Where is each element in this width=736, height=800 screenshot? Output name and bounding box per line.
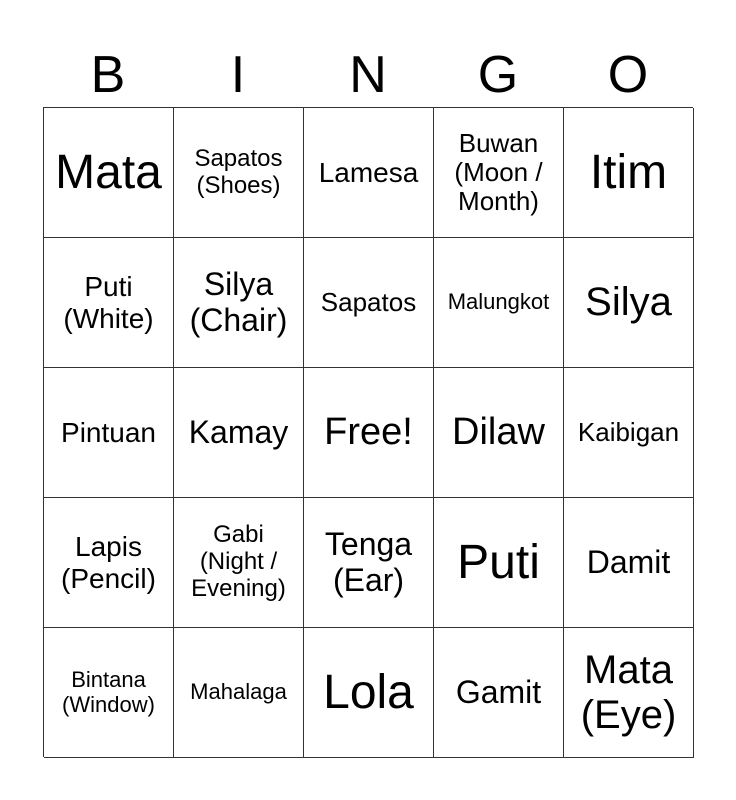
cell-label: Buwan (Moon / Month) bbox=[454, 127, 543, 217]
bingo-cell-r3-c1[interactable] bbox=[44, 368, 174, 498]
bingo-cell-r3-c3[interactable] bbox=[304, 368, 434, 498]
bingo-cell-r3-c2[interactable] bbox=[174, 368, 304, 498]
cell-label: Kaibigan bbox=[577, 416, 680, 447]
cell-label: Itim bbox=[589, 145, 668, 199]
cell-label: Kamay bbox=[188, 413, 289, 450]
cell-label: Lapis (Pencil) bbox=[61, 531, 156, 594]
header-letter-i: I bbox=[230, 46, 246, 104]
bingo-cell-r4-c5[interactable] bbox=[564, 498, 694, 628]
bingo-cell-r1-c3[interactable] bbox=[304, 108, 434, 238]
bingo-cell-r5-c5[interactable] bbox=[564, 628, 694, 758]
bingo-cell-r2-c4[interactable] bbox=[434, 238, 564, 368]
cell-label: Free! bbox=[324, 411, 413, 454]
bingo-cell-r4-c3[interactable] bbox=[304, 498, 434, 628]
cell-label: Sapatos bbox=[320, 286, 417, 317]
cell-label: Lola bbox=[323, 665, 414, 719]
header-letter-b: B bbox=[90, 46, 126, 104]
bingo-cell-r5-c3[interactable] bbox=[304, 628, 434, 758]
header-letter-g: G bbox=[477, 46, 519, 104]
bingo-cell-r1-c5[interactable] bbox=[564, 108, 694, 238]
cell-label: Pintuan bbox=[61, 416, 156, 448]
cell-label: Mata (Eye) bbox=[580, 647, 677, 737]
bingo-cell-r2-c3[interactable] bbox=[304, 238, 434, 368]
bingo-cell-r4-c4[interactable] bbox=[434, 498, 564, 628]
bingo-cell-r1-c4[interactable] bbox=[434, 108, 564, 238]
bingo-cell-r3-c4[interactable] bbox=[434, 368, 564, 498]
bingo-cell-r2-c2[interactable] bbox=[174, 238, 304, 368]
cell-label: Mata bbox=[55, 145, 162, 199]
cell-label: Silya bbox=[585, 280, 672, 325]
bingo-cell-r2-c5[interactable] bbox=[564, 238, 694, 368]
bingo-cell-r5-c4[interactable] bbox=[434, 628, 564, 758]
bingo-cell-r5-c1[interactable] bbox=[44, 628, 174, 758]
cell-label: Gamit bbox=[455, 673, 542, 710]
cell-label: Mahalaga bbox=[190, 679, 287, 705]
bingo-cell-r4-c2[interactable] bbox=[174, 498, 304, 628]
bingo-cell-r3-c5[interactable] bbox=[564, 368, 694, 498]
cell-label: Puti (White) bbox=[63, 271, 154, 334]
bingo-board bbox=[43, 107, 693, 757]
bingo-cell-r2-c1[interactable] bbox=[44, 238, 174, 368]
header-letter-n: N bbox=[349, 46, 387, 104]
cell-label: Bintana (Window) bbox=[62, 666, 155, 717]
cell-label: Damit bbox=[586, 543, 671, 580]
bingo-cell-r1-c2[interactable] bbox=[174, 108, 304, 238]
bingo-cell-r5-c2[interactable] bbox=[174, 628, 304, 758]
cell-label: Lamesa bbox=[318, 156, 419, 188]
cell-label: Sapatos (Shoes) bbox=[194, 144, 283, 199]
cell-label: Dilaw bbox=[452, 411, 545, 454]
cell-label: Malungkot bbox=[447, 289, 550, 315]
bingo-cell-r4-c1[interactable] bbox=[44, 498, 174, 628]
cell-label: Puti bbox=[457, 535, 540, 589]
cell-label: Gabi (Night / Evening) bbox=[191, 521, 286, 602]
bingo-cell-r1-c1[interactable] bbox=[44, 108, 174, 238]
cell-label: Silya (Chair) bbox=[189, 265, 288, 338]
header-letter-o: O bbox=[607, 46, 649, 104]
cell-label: Tenga (Ear) bbox=[324, 525, 413, 598]
bingo-header bbox=[43, 44, 693, 106]
